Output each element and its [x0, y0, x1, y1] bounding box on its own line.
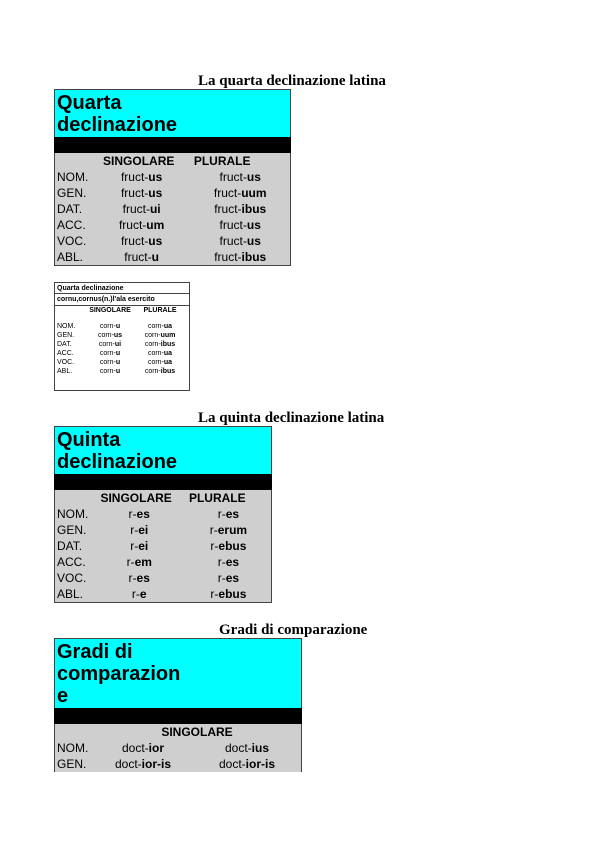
quarta-singolare-form-stem: fruct-: [124, 250, 152, 264]
small-plurale-form-stem: corn-: [144, 332, 161, 339]
gradi-singolare-form-stem: doct-: [121, 741, 149, 755]
small-plurale-form: [135, 331, 185, 340]
quinta-case-label: ACC.: [57, 555, 86, 569]
quinta-plurale-form-stem: r-: [209, 523, 218, 537]
small-case-label: NOM.: [57, 323, 76, 330]
gradi-singolare-form-ending: ior: [148, 741, 165, 755]
quinta-singolare-form: [93, 538, 186, 554]
quinta-row-voc: [55, 570, 271, 586]
small-plurale-form-ending: ibus: [160, 341, 176, 348]
gradi-plurale-form-stem: doct-: [218, 757, 246, 771]
quarta-plurale-form-ending: us: [246, 170, 261, 184]
small-singolare-form-stem: corn-: [99, 350, 116, 357]
quinta-row-gen: [55, 522, 271, 538]
gradi-case-label: NOM.: [57, 741, 89, 755]
quarta-singolare-form: [93, 233, 191, 249]
small-singolare-form: [85, 340, 135, 349]
small-singolare-form: [85, 322, 135, 331]
gradi-row-gen: [55, 756, 301, 772]
small-singolare-form-stem: corn-: [99, 359, 116, 366]
small-quarta-table: [54, 282, 190, 391]
quarta-plurale-form-ending: ibus: [241, 250, 267, 264]
small-plurale-form: [135, 367, 185, 376]
quinta-plurale-form: [186, 506, 271, 522]
quinta-singolare-form: [93, 506, 186, 522]
small-plurale-form-ending: ibus: [160, 368, 176, 375]
quarta-row-dat: [55, 201, 290, 217]
quarta-col-singolare: SINGOLARE: [103, 154, 175, 168]
small-plurale-form-ending: ua: [163, 323, 173, 330]
quinta-case-label: ABL.: [57, 587, 84, 601]
small-case-label: VOC.: [57, 359, 75, 366]
quinta-plurale-form-ending: erum: [217, 523, 248, 537]
gradi-head: Gradi di comparazion e: [54, 638, 302, 708]
quarta-table: [54, 89, 291, 266]
small-row-voc: [55, 358, 189, 367]
quarta-plurale-form: [190, 249, 290, 265]
small-case-label: GEN.: [57, 332, 75, 339]
quarta-row-acc: [55, 217, 290, 233]
gradi-plurale-form-ending: ius: [251, 741, 270, 755]
quarta-case-label: GEN.: [57, 186, 87, 200]
quarta-singolare-form-stem: fruct-: [118, 218, 147, 232]
quinta-singolare-form-stem: r-: [128, 507, 137, 521]
quarta-row-gen: [55, 185, 290, 201]
gradi-grid: [54, 724, 302, 772]
quinta-singolare-form-stem: r-: [130, 523, 139, 537]
quinta-plurale-form: [186, 586, 271, 602]
quinta-header-empty: [55, 490, 91, 506]
small-subtitle: cornu,cornus(n.)l'ala esercito: [55, 294, 189, 306]
small-plurale-form-ending: ua: [163, 359, 173, 366]
small-plurale-form: [135, 349, 185, 358]
small-singolare-form-ending: us: [113, 332, 123, 339]
quinta-table: [54, 426, 272, 603]
quinta-plurale-form-ending: es: [225, 571, 240, 585]
small-case-label: ACC.: [57, 350, 74, 357]
quarta-singolare-form: [93, 185, 191, 201]
quinta-black-bar: [54, 474, 272, 490]
quarta-singolare-form-ending: us: [148, 186, 163, 200]
quinta-singolare-form-stem: r-: [128, 571, 137, 585]
gradi-col-singolare: SINGOLARE: [161, 725, 233, 739]
gradi-singolare-form: [93, 756, 193, 772]
small-singolare-form: [85, 367, 135, 376]
gradi-black-bar: [54, 708, 302, 724]
quinta-singolare-form-ending: em: [134, 555, 152, 569]
quarta-header-row: [55, 153, 290, 169]
gradi-plurale-form: [193, 756, 301, 772]
quinta-plurale-form-ending: es: [225, 555, 240, 569]
small-col-singolare: SINGOLARE: [89, 307, 131, 314]
quinta-singolare-form: [93, 586, 186, 602]
small-singolare-form-ending: u: [115, 359, 121, 366]
small-plurale-form: [135, 322, 185, 331]
gradi-singolare-form: [93, 740, 193, 756]
quarta-case-label: VOC.: [57, 234, 87, 248]
quinta-row-abl: [55, 586, 271, 602]
quinta-singolare-form-ending: ei: [138, 539, 149, 553]
small-singolare-form-ending: u: [115, 368, 121, 375]
quarta-singolare-form: [93, 217, 191, 233]
quarta-singolare-form: [93, 201, 191, 217]
small-row-dat: [55, 340, 189, 349]
small-row-gen: [55, 331, 189, 340]
quinta-row-nom: [55, 506, 271, 522]
quinta-plurale-form-stem: r-: [210, 539, 219, 553]
quarta-col-plurale: PLURALE: [193, 154, 251, 168]
quinta-singolare-form-stem: r-: [130, 539, 139, 553]
quarta-singolare-form-stem: fruct-: [120, 186, 149, 200]
small-singolare-form-stem: corn-: [99, 323, 116, 330]
quinta-header-row: [55, 490, 271, 506]
small-case-label: DAT.: [57, 341, 72, 348]
quarta-plurale-form: [190, 169, 290, 185]
quarta-singolare-form-stem: fruct-: [120, 234, 149, 248]
quarta-plurale-form: [190, 233, 290, 249]
gradi-plurale-form: [193, 740, 301, 756]
quarta-singolare-form: [93, 249, 191, 265]
gradi-plurale-form-ending: ior-is: [245, 757, 276, 771]
quinta-grid: [54, 490, 272, 603]
small-title: Quarta declinazione: [55, 283, 189, 294]
quarta-plurale-form-stem: fruct-: [214, 202, 242, 216]
small-plurale-form-ending: ua: [163, 350, 173, 357]
quinta-plurale-form-stem: r-: [217, 555, 226, 569]
quinta-singolare-form-ending: es: [136, 507, 150, 521]
small-plurale-form: [135, 358, 185, 367]
quarta-singolare-form-stem: fruct-: [120, 170, 149, 184]
quarta-singolare-form-ending: u: [151, 250, 159, 264]
quinta-row-acc: [55, 554, 271, 570]
quinta-head: Quinta declinazione: [54, 426, 272, 474]
small-singolare-form-ending: u: [115, 350, 121, 357]
small-singolare-form-ending: u: [115, 323, 121, 330]
quarta-singolare-form-stem: fruct-: [122, 202, 150, 216]
quarta-title: La quarta declinazione latina: [198, 73, 386, 89]
quarta-case-label: ACC.: [57, 218, 86, 232]
quarta-plurale-form-stem: fruct-: [219, 234, 247, 248]
quinta-row-dat: [55, 538, 271, 554]
small-plurale-form-stem: corn-: [144, 341, 161, 348]
quarta-plurale-form-stem: fruct-: [219, 218, 247, 232]
quinta-singolare-form: [93, 570, 186, 586]
quarta-plurale-form-ending: ibus: [241, 202, 267, 216]
quarta-plurale-form-ending: us: [246, 234, 261, 248]
small-plurale-form-stem: corn-: [147, 323, 164, 330]
small-row-nom: [55, 322, 189, 331]
quinta-plurale-form-ending: ebus: [218, 587, 247, 601]
small-singolare-form-ending: ui: [114, 341, 122, 348]
quarta-plurale-form-stem: fruct-: [213, 186, 242, 200]
quarta-case-label: ABL.: [57, 250, 84, 264]
small-header-row: [55, 306, 189, 316]
gradi-row-nom: [55, 740, 301, 756]
quinta-case-label: DAT.: [57, 539, 83, 553]
small-plurale-form-stem: corn-: [147, 350, 164, 357]
small-singolare-form-stem: corn-: [99, 368, 116, 375]
quarta-plurale-form-stem: fruct-: [219, 170, 247, 184]
quinta-plurale-form: [186, 538, 271, 554]
quarta-plurale-form: [190, 185, 290, 201]
quinta-col-singolare: SINGOLARE: [100, 491, 172, 505]
quarta-plurale-form-ending: us: [246, 218, 261, 232]
quinta-plurale-form: [186, 554, 271, 570]
quarta-black-bar: [54, 137, 291, 153]
quinta-plurale-form-stem: r-: [217, 507, 226, 521]
quinta-singolare-form-stem: r-: [131, 587, 140, 601]
quinta-plurale-form: [186, 522, 271, 538]
small-plurale-form-stem: corn-: [147, 359, 164, 366]
quinta-plurale-form-ending: ebus: [218, 539, 247, 553]
quinta-title: La quinta declinazione latina: [198, 410, 385, 426]
small-col-plurale: PLURALE: [143, 307, 177, 314]
quarta-case-label: NOM.: [57, 170, 89, 184]
quinta-case-label: VOC.: [57, 571, 87, 585]
gradi-singolare-form-stem: doct-: [114, 757, 142, 771]
small-case-label: ABL.: [57, 368, 73, 375]
small-row-acc: [55, 349, 189, 358]
small-singolare-form: [85, 331, 135, 340]
gradi-plurale-form-stem: doct-: [224, 741, 252, 755]
small-grid: [55, 322, 189, 376]
small-plurale-form: [135, 340, 185, 349]
small-singolare-form-stem: corn-: [98, 341, 115, 348]
quarta-plurale-form: [190, 201, 290, 217]
small-plurale-form-ending: uum: [160, 332, 176, 339]
quinta-singolare-form-ending: es: [136, 571, 150, 585]
gradi-header-empty: [55, 724, 93, 740]
quarta-singolare-form: [93, 169, 191, 185]
quarta-plurale-form-ending: uum: [241, 186, 267, 200]
quinta-plurale-form: [186, 570, 271, 586]
quarta-singolare-form-ending: us: [148, 170, 163, 184]
gradi-table: [54, 638, 302, 772]
quarta-plurale-form-stem: fruct-: [214, 250, 242, 264]
small-singolare-form-stem: corn-: [97, 332, 114, 339]
gradi-title: Gradi di comparazione: [219, 622, 368, 638]
quinta-singolare-form: [93, 522, 186, 538]
quinta-singolare-form-stem: r-: [126, 555, 135, 569]
quinta-case-label: NOM.: [57, 507, 89, 521]
quinta-plurale-form-stem: r-: [217, 571, 226, 585]
quarta-row-voc: [55, 233, 290, 249]
gradi-singolare-form-ending: ior-is: [141, 757, 172, 771]
quarta-head: Quarta declinazione: [54, 89, 291, 137]
quarta-row-nom: [55, 169, 290, 185]
small-singolare-form: [85, 358, 135, 367]
quarta-row-abl: [55, 249, 290, 265]
small-singolare-form: [85, 349, 135, 358]
quarta-singolare-form-ending: um: [146, 218, 165, 232]
quinta-col-plurale: PLURALE: [188, 491, 246, 505]
quinta-singolare-form-ending: e: [139, 587, 147, 601]
quarta-case-label: DAT.: [57, 202, 83, 216]
quarta-singolare-form-ending: us: [148, 234, 163, 248]
quarta-grid: [54, 153, 291, 266]
quinta-singolare-form-ending: ei: [138, 523, 149, 537]
quinta-plurale-form-ending: es: [225, 507, 240, 521]
gradi-header-row: [55, 724, 301, 740]
quarta-singolare-form-ending: ui: [149, 202, 161, 216]
small-plurale-form-stem: corn-: [144, 368, 161, 375]
quinta-singolare-form: [93, 554, 186, 570]
quarta-header-empty: [55, 153, 92, 169]
small-row-abl: [55, 367, 189, 376]
quinta-plurale-form-stem: r-: [210, 587, 219, 601]
quinta-case-label: GEN.: [57, 523, 87, 537]
quarta-plurale-form: [190, 217, 290, 233]
gradi-case-label: GEN.: [57, 757, 87, 771]
